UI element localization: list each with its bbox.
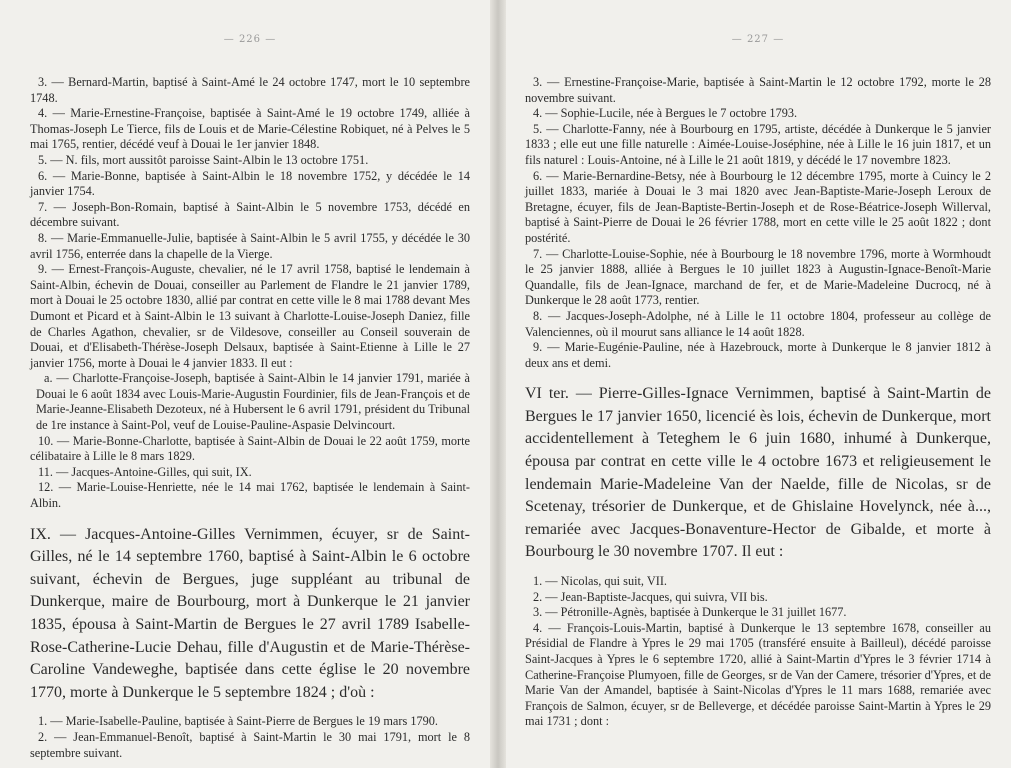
entry: 1. — Marie-Isabelle-Pauline, baptisée à Saint-Pierre de Bergues le 19 mars 1790. [38, 714, 438, 729]
entry: 3. — Ernestine-Françoise-Marie, baptisée à Saint-Martin le 12 octobre 1792, morte le 28 novembre suivant. [525, 75, 991, 105]
entry: a. — Charlotte-Françoise-Joseph, baptisée à Saint-Albin le 14 janvier 1791, mariée à Douai le 6 août 1834 avec Louis-Marie-Augustin Fourdinier, fils de Jean-François et de Marie-Jeanne-Elisabeth Dezoteux, né à Hubersent le 6 avril 1791, président du Tribunal de 1re instance à Saint-Pol, veuf de Louise-Pauline-Aspasie Delvincourt. [36, 371, 470, 433]
entry: 5. — Charlotte-Fanny, née à Bourbourg en 1795, artiste, décédée à Dunkerque le 5 janvier 1833 ; elle eut une fille naturelle : Aimée-Louise-Joséphine, née à Lille le 16 juin 1817, et un fils naturel : Louis-Antoine, né à Lille le 21 août 1819, y décédé le 17 novembre 1823. [525, 121, 991, 167]
entry: 1. — Nicolas, qui suit, VII. [533, 574, 668, 589]
page-number: — 226 — [223, 34, 277, 45]
entry: 8. — Marie-Emmanuelle-Julie, baptisée à Saint-Albin le 5 avril 1755, y décédée le 30 avril 1756, enterrée dans la chapelle de la Vierge. [30, 230, 470, 261]
entry: 2. — Jean-Baptiste-Jacques, qui suivra, VII bis. [533, 589, 768, 604]
entry: 8. — Jacques-Joseph-Adolphe, né à Lille le 11 octobre 1804, professeur au collège de Valenciennes, où il mourut sans alliance le 14 août 1828. [525, 308, 991, 339]
entry: 5. — N. fils, mort aussitôt paroisse Saint-Albin le 13 octobre 1751. [38, 152, 369, 167]
entry: 12. — Marie-Louise-Henriette, née le 14 mai 1762, baptisée le lendemain à Saint-Albin. [30, 480, 470, 511]
entry: 4. — François-Louis-Martin, baptisé à Dunkerque le 13 septembre 1678, conseiller au Présidial de Flandre à Ypres le 29 mai 1705 (transféré ensuite à Bailleul), décédé paroisse Saint-Jacques à Ypres le 6 septembre 1720, allié à Saint-Martin d'Ypres le 3 février 1714 à Catherine-Françoise Plumyoen, fille de Georges, sr de Van der Camere, trésorier d'Ypres, et de Marie Van der Amandel, baptisée à Saint-Nicolas d'Ypres le 11 mars 1688, remariée avec François de Salmon, écuyer, sr de Belleverge, et décédée paroisse Saint-Martin à Ypres le 29 mai 1731 ; dont : [525, 620, 991, 729]
entry: 11. — Jacques-Antoine-Gilles, qui suit, IX. [38, 464, 252, 479]
page-number: — 227 — [731, 34, 785, 45]
entry: 3. — Bernard-Martin, baptisé à Saint-Amé le 24 octobre 1747, mort le 10 septembre 1748. [30, 75, 470, 105]
right-page [505, 0, 1011, 768]
entry: 10. — Marie-Bonne-Charlotte, baptisée à Saint-Albin de Douai le 22 août 1759, morte célibataire à Lille le 8 mars 1829. [30, 433, 470, 464]
generation-heading-paragraph: IX. — Jacques-Antoine-Gilles Vernimmen, écuyer, sr de Saint-Gilles, né le 14 septembre 1760, baptisé à Saint-Albin le 6 octobre suivant, échevin de Bergues, juge suppléant au tribunal de Dunkerque, maire de Bourbourg, mort à Dunkerque le 21 janvier 1835, épousa à Saint-Martin de Bergues le 27 avril 1789 Isabelle-Rose-Catherine-Lucie Dehau, fille d'Augustin et de Marie-Thérèse-Caroline Vandeweghe, baptisée dans cette église le 20 novembre 1770, morte à Dunkerque le 5 septembre 1824 ; d'où : [30, 525, 470, 701]
entry: 2. — Jean-Emmanuel-Benoît, baptisé à Saint-Martin le 30 mai 1791, mort le 8 septembre suivant. [30, 729, 470, 760]
entry: 7. — Charlotte-Louise-Sophie, née à Bourbourg le 18 novembre 1796, morte à Wormhoudt le 25 janvier 1888, alliée à Bergues le 10 juillet 1823 à Augustin-Ignace-Benoît-Marie Quandalle, fils de Jean-Ignace, marchand de fer, et de Marie-Madeleine Ducrocq, né à Dunkerque le 28 août 1773, rentier. [525, 246, 991, 308]
entry: 6. — Marie-Bonne, baptisée à Saint-Albin le 18 novembre 1752, y décédée le 14 janvier 1754. [30, 168, 470, 199]
entry: 4. — Marie-Ernestine-Françoise, baptisée à Saint-Amé le 19 octobre 1749, alliée à Thomas-Joseph Le Tierce, fils de Louis et de Marie-Célestine Robiquet, né à Pelves le 5 mai 1765, rentier, décédé veuf à Douai le 1er janvier 1848. [30, 106, 470, 152]
entry: 3. — Pétronille-Agnès, baptisée à Dunkerque le 31 juillet 1677. [533, 605, 847, 620]
entry: 7. — Joseph-Bon-Romain, baptisé à Saint-Albin le 5 novembre 1753, décédé en décembre suivant. [30, 199, 470, 230]
left-page [0, 0, 490, 768]
book-gutter [490, 0, 506, 768]
entry: 4. — Sophie-Lucile, née à Bergues le 7 octobre 1793. [533, 106, 798, 121]
generation-heading-paragraph: VI ter. — Pierre-Gilles-Ignace Vernimmen, baptisé à Saint-Martin de Bergues le 17 janvier 1650, licencié ès lois, échevin de Dunkerque, mort accidentellement à Teteghem le 6 juin 1680, inhumé à Dunkerque, épousa par contrat en cette ville le 4 octobre 1673 et religieusement le lendemain Marie-Madeleine Van der Naelde, fille de Nicolas, sr de Scetenay, trésorier de Dunkerque, et de Ghislaine Hovelynck, née à..., remariée avec Jacques-Bonaventure-Hector de Gibalde, et morte à Bourbourg le 30 novembre 1707. Il eut : [525, 385, 991, 561]
entry: 6. — Marie-Bernardine-Betsy, née à Bourbourg le 12 décembre 1795, morte à Cuincy le 2 juillet 1833, mariée à Douai le 3 mai 1820 avec Jean-Baptiste-Marie-Joseph Leroux de Bretagne, écuyer, fils de Jean-Baptiste-Bertin-Joseph et de Rose-Béatrice-Joseph Willerval, baptisé à Saint-Pierre de Douai le 26 février 1788, mort en cette ville le 25 août 1822 ; dont postérité. [525, 168, 991, 245]
entry: 9. — Ernest-François-Auguste, chevalier, né le 17 avril 1758, baptisé le lendemain à Saint-Albin, échevin de Douai, conseiller au Parlement de Flandre le 21 janvier 1789, mort à Douai le 25 octobre 1830, allié par contrat en cette ville le 8 mai 1788 devant Mes Dumont et Picard et à Saint-Albin le 13 suivant à Charlotte-Louise-Joseph Daniez, fille de Charles Agathon, chevalier, sr de Vildesove, conseiller au Conseil souverain de Douai, et d'Elisabeth-Thérèse-Joseph Delsaux, baptisée à Saint-Etienne à Lille le 27 janvier 1756, morte à Douai le 4 janvier 1833. Il eut : [30, 262, 470, 370]
entry: 9. — Marie-Eugénie-Pauline, née à Hazebrouck, morte à Dunkerque le 8 janvier 1812 à deux ans et demi. [525, 340, 991, 370]
